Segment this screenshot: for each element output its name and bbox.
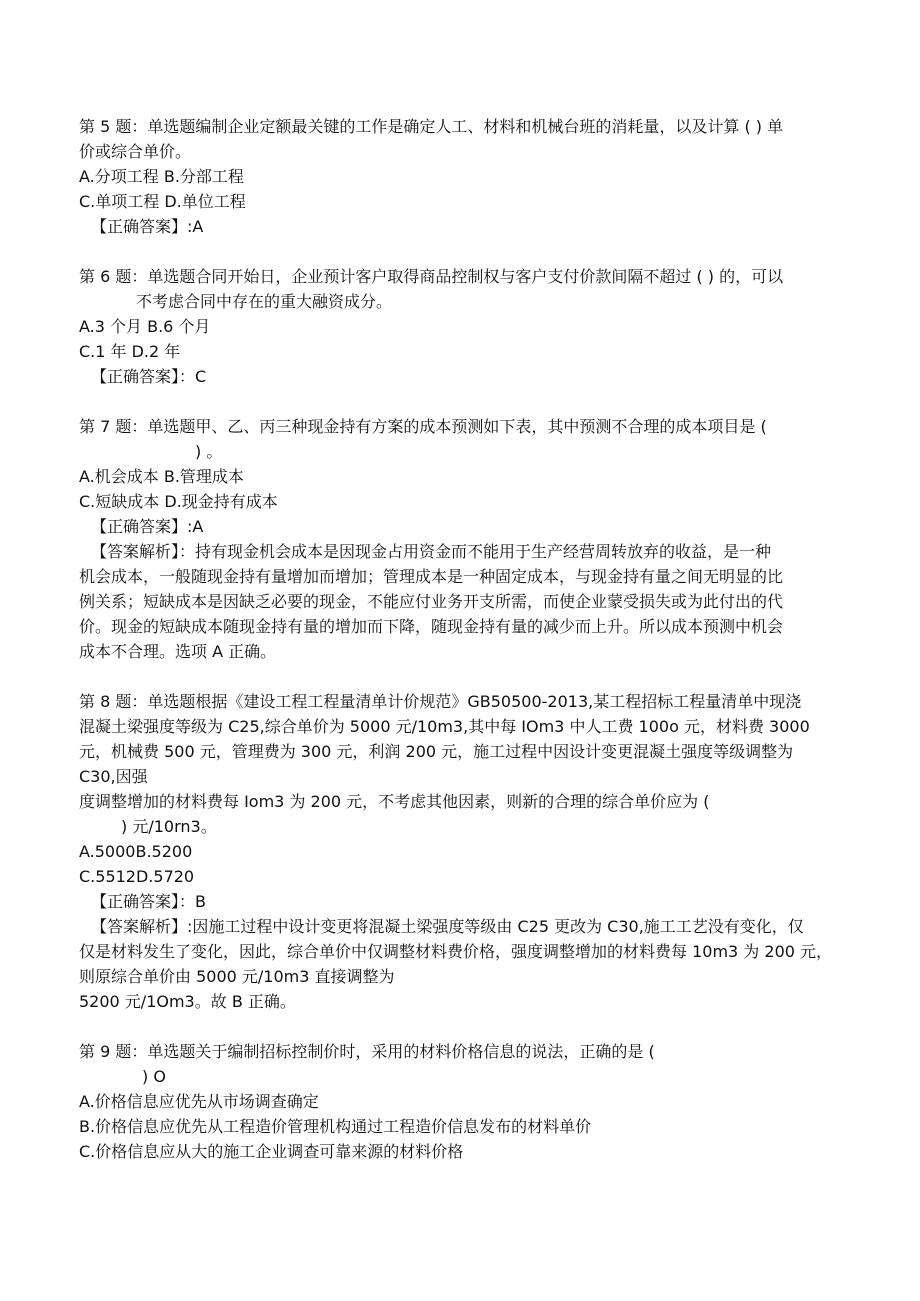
q7-stem-line-1: 第 7 题：单选题甲、乙、丙三种现金持有方案的成本预测如下表，其中预测不合理的成本项目是 (: [79, 417, 767, 436]
q5-options-cd: C.单项工程 D.单位工程: [79, 192, 246, 211]
q8-stem-line: 度调整增加的材料费每 Iom3 为 200 元，不考虑其他因素，则新的合理的综合单价应为 (: [79, 792, 710, 811]
q9-option-c: C.价格信息应从大的施工企业调查可靠来源的材料价格: [79, 1142, 464, 1161]
q9-stem-line-1: 第 9 题：单选题关于编制招标控制价时，采用的材料价格信息的说法，正确的是 (: [79, 1042, 655, 1061]
q8-stem-line: 第 8 题：单选题根据《建设工程工程量清单计价规范》GB50500-2013,某工程招标工程量清单中现浇: [79, 692, 802, 711]
q8-stem-line: 混凝土梁强度等级为 C25,综合单价为 5000 元/10m3,其中每 IOm3 中人工费 100o 元，材料费 3000: [79, 717, 810, 736]
q5-stem-line-2: 价或综合单价。: [79, 142, 192, 161]
q8-stem-line: 元，机械费 500 元，管理费为 300 元，利润 200 元，施工过程中因设计变更混凝土强度等级调整为: [79, 742, 794, 761]
q7-analysis-line: 成本不合理。选项 A 正确。: [79, 642, 277, 661]
q7-analysis-line: 【答案解析】：持有现金机会成本是因现金占用资金而不能用于生产经营周转放弃的收益，是一种: [91, 542, 772, 561]
q8-stem-line: ) 元/10rn3。: [121, 817, 217, 836]
q8-options-cd: C.5512D.5720: [79, 867, 195, 886]
q8-analysis-line: 【答案解析】:因施工过程中设计变更将混凝土梁强度等级由 C25 更改为 C30,施工工艺没有变化，仅: [91, 917, 804, 936]
q7-stem-line-2: ) 。: [195, 442, 223, 461]
q7-analysis-line: 例关系；短缺成本是因缺乏必要的现金，不能应付业务开支所需，而使企业蒙受损失或为此付出的代: [79, 592, 784, 611]
q9-option-a: A.价格信息应优先从市场调查确定: [79, 1092, 319, 1111]
q5-stem-line-1: 第 5 题：单选题编制企业定额最关键的工作是确定人工、材料和机械台班的消耗量，以及计算 ( ) 单: [79, 117, 784, 136]
q8-analysis-line: 则原综合单价由 5000 元/10m3 直接调整为: [79, 967, 395, 986]
q8-analysis-line: 仅是材料发生了变化，因此，综合单价中仅调整材料费价格，强度调整增加的材料费每 10m3 为 200 元，: [79, 942, 833, 961]
q6-options-cd: C.1 年 D.2 年: [79, 342, 181, 361]
q7-analysis-line: 机会成本，一般随现金持有量增加而增加；管理成本是一种固定成本，与现金持有量之间无明显的比: [79, 567, 784, 586]
q6-stem-line-2: 不考虑合同中存在的重大融资成分。: [136, 292, 393, 311]
q6-answer: 【正确答案】：C: [91, 367, 207, 386]
q9-stem-line-2: ) O: [142, 1067, 166, 1086]
q5-answer: 【正确答案】:A: [91, 217, 204, 236]
q5-options-ab: A.分项工程 B.分部工程: [79, 167, 244, 186]
q7-options-cd: C.短缺成本 D.现金持有成本: [79, 492, 278, 511]
q7-options-ab: A.机会成本 B.管理成本: [79, 467, 244, 486]
q6-options-ab: A.3 个月 B.6 个月: [79, 317, 211, 336]
q8-options-ab: A.5000B.5200: [79, 842, 193, 861]
q8-analysis-line: 5200 元/1Om3。故 B 正确。: [79, 992, 296, 1011]
q8-stem-line: C30,因强: [79, 767, 148, 786]
q7-analysis-line: 价。现金的短缺成本随现金持有量的增加而下降，随现金持有量的减少而上升。所以成本预测中机会: [79, 617, 784, 636]
q7-answer: 【正确答案】:A: [91, 517, 204, 536]
q8-answer: 【正确答案】：B: [91, 892, 206, 911]
q9-option-b: B.价格信息应优先从工程造价管理机构通过工程造价信息发布的材料单价: [79, 1117, 592, 1136]
q6-stem-line-1: 第 6 题：单选题合同开始日，企业预计客户取得商品控制权与客户支付价款间隔不超过 ( ) 的，可以: [79, 267, 784, 286]
